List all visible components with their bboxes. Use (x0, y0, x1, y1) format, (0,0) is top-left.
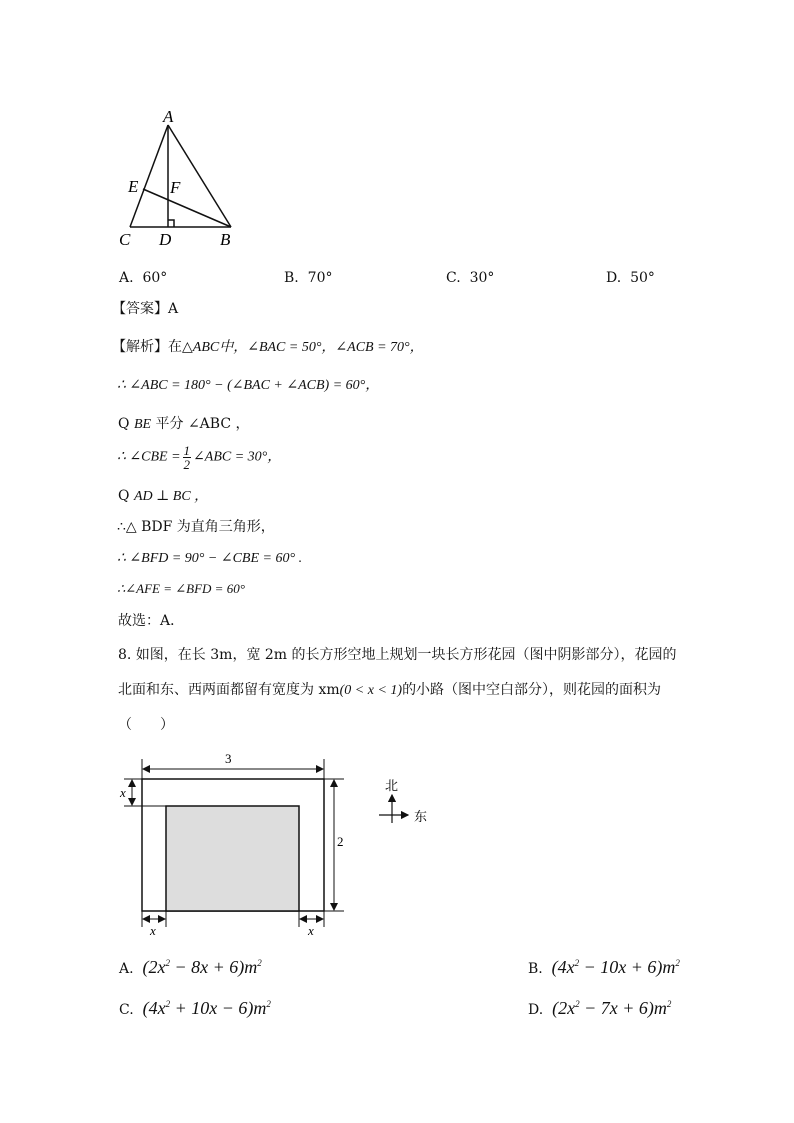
q8-option-a: A. $(2x^2 - 8x + 6)m^2$ (119, 957, 262, 977)
analysis-line-3: Q BE 平分 ∠ABC ， (118, 416, 250, 432)
garden-shaded (166, 806, 299, 911)
analysis-line-2: ∴ ∠ABC = 180° − (∠BAC + ∠ACB) = 60°， (117, 378, 380, 393)
triangle-figure (110, 100, 270, 260)
label-d: D (159, 230, 172, 249)
compass-east-label: 东 (414, 810, 428, 825)
garden-figure (110, 745, 350, 945)
label-f: F (170, 178, 181, 197)
q7-option-a: A. 60° (119, 270, 168, 286)
q7-option-d: D. 50° (606, 270, 655, 286)
left-x-label: x (120, 785, 126, 800)
label-e: E (128, 177, 139, 196)
side-ab (168, 125, 231, 227)
compass-north-label: 北 (385, 779, 399, 794)
analysis-line-7: ∴ ∠BFD = 90° − ∠CBE = 60° . (117, 551, 303, 566)
top-dimension-label: 3 (225, 751, 232, 766)
bottom-left-x-label: x (150, 923, 156, 938)
analysis-line-6: ∴△ BDF 为直角三角形， (117, 519, 275, 535)
analysis-line-4: ∴ ∠CBE = $\frac{1}{2}$ ∠ABC = 30°， (117, 443, 282, 472)
right-angle-mark (168, 220, 174, 227)
side-ca (130, 125, 168, 227)
q8-option-d: D. $(2x^2 - 7x + 6)m^2$ (528, 998, 672, 1018)
q8-line-3: （ ） (118, 717, 174, 733)
q8-line-2: 北面和东、西两面都留有宽度为 xm(0 < x < 1)的小路（图中空白部分），则花园的面积为 (118, 682, 662, 698)
q7-option-c: C. 30° (446, 270, 495, 286)
right-dimension-label: 2 (337, 834, 344, 849)
bottom-right-x-label: x (308, 923, 314, 938)
analysis-line-5: Q AD ⊥ BC ， (118, 488, 209, 504)
compass (375, 775, 435, 835)
q8-option-b: B. $(4x^2 - 10x + 6)m^2$ (528, 957, 680, 977)
label-c: C (119, 230, 131, 249)
q7-option-b: B. 70° (284, 270, 333, 286)
segment-be (143, 189, 231, 227)
q8-option-c: C. $(4x^2 + 10x - 6)m^2$ (119, 998, 271, 1018)
label-b: B (220, 230, 231, 249)
answer-line: 【答案】A (112, 301, 179, 317)
label-a: A (163, 107, 174, 126)
analysis-line-1: 【解析】在△ABC中，∠BAC = 50°，∠ACB = 70°， (112, 339, 424, 355)
q8-line-1: 8. 如图，在长 3m，宽 2m 的长方形空地上规划一块长方形花园（图中阴影部分），花园的 (118, 647, 677, 663)
analysis-line-8: ∴∠AFE = ∠BFD = 60° (117, 581, 245, 596)
conclusion-line: 故选：A． (118, 613, 185, 629)
